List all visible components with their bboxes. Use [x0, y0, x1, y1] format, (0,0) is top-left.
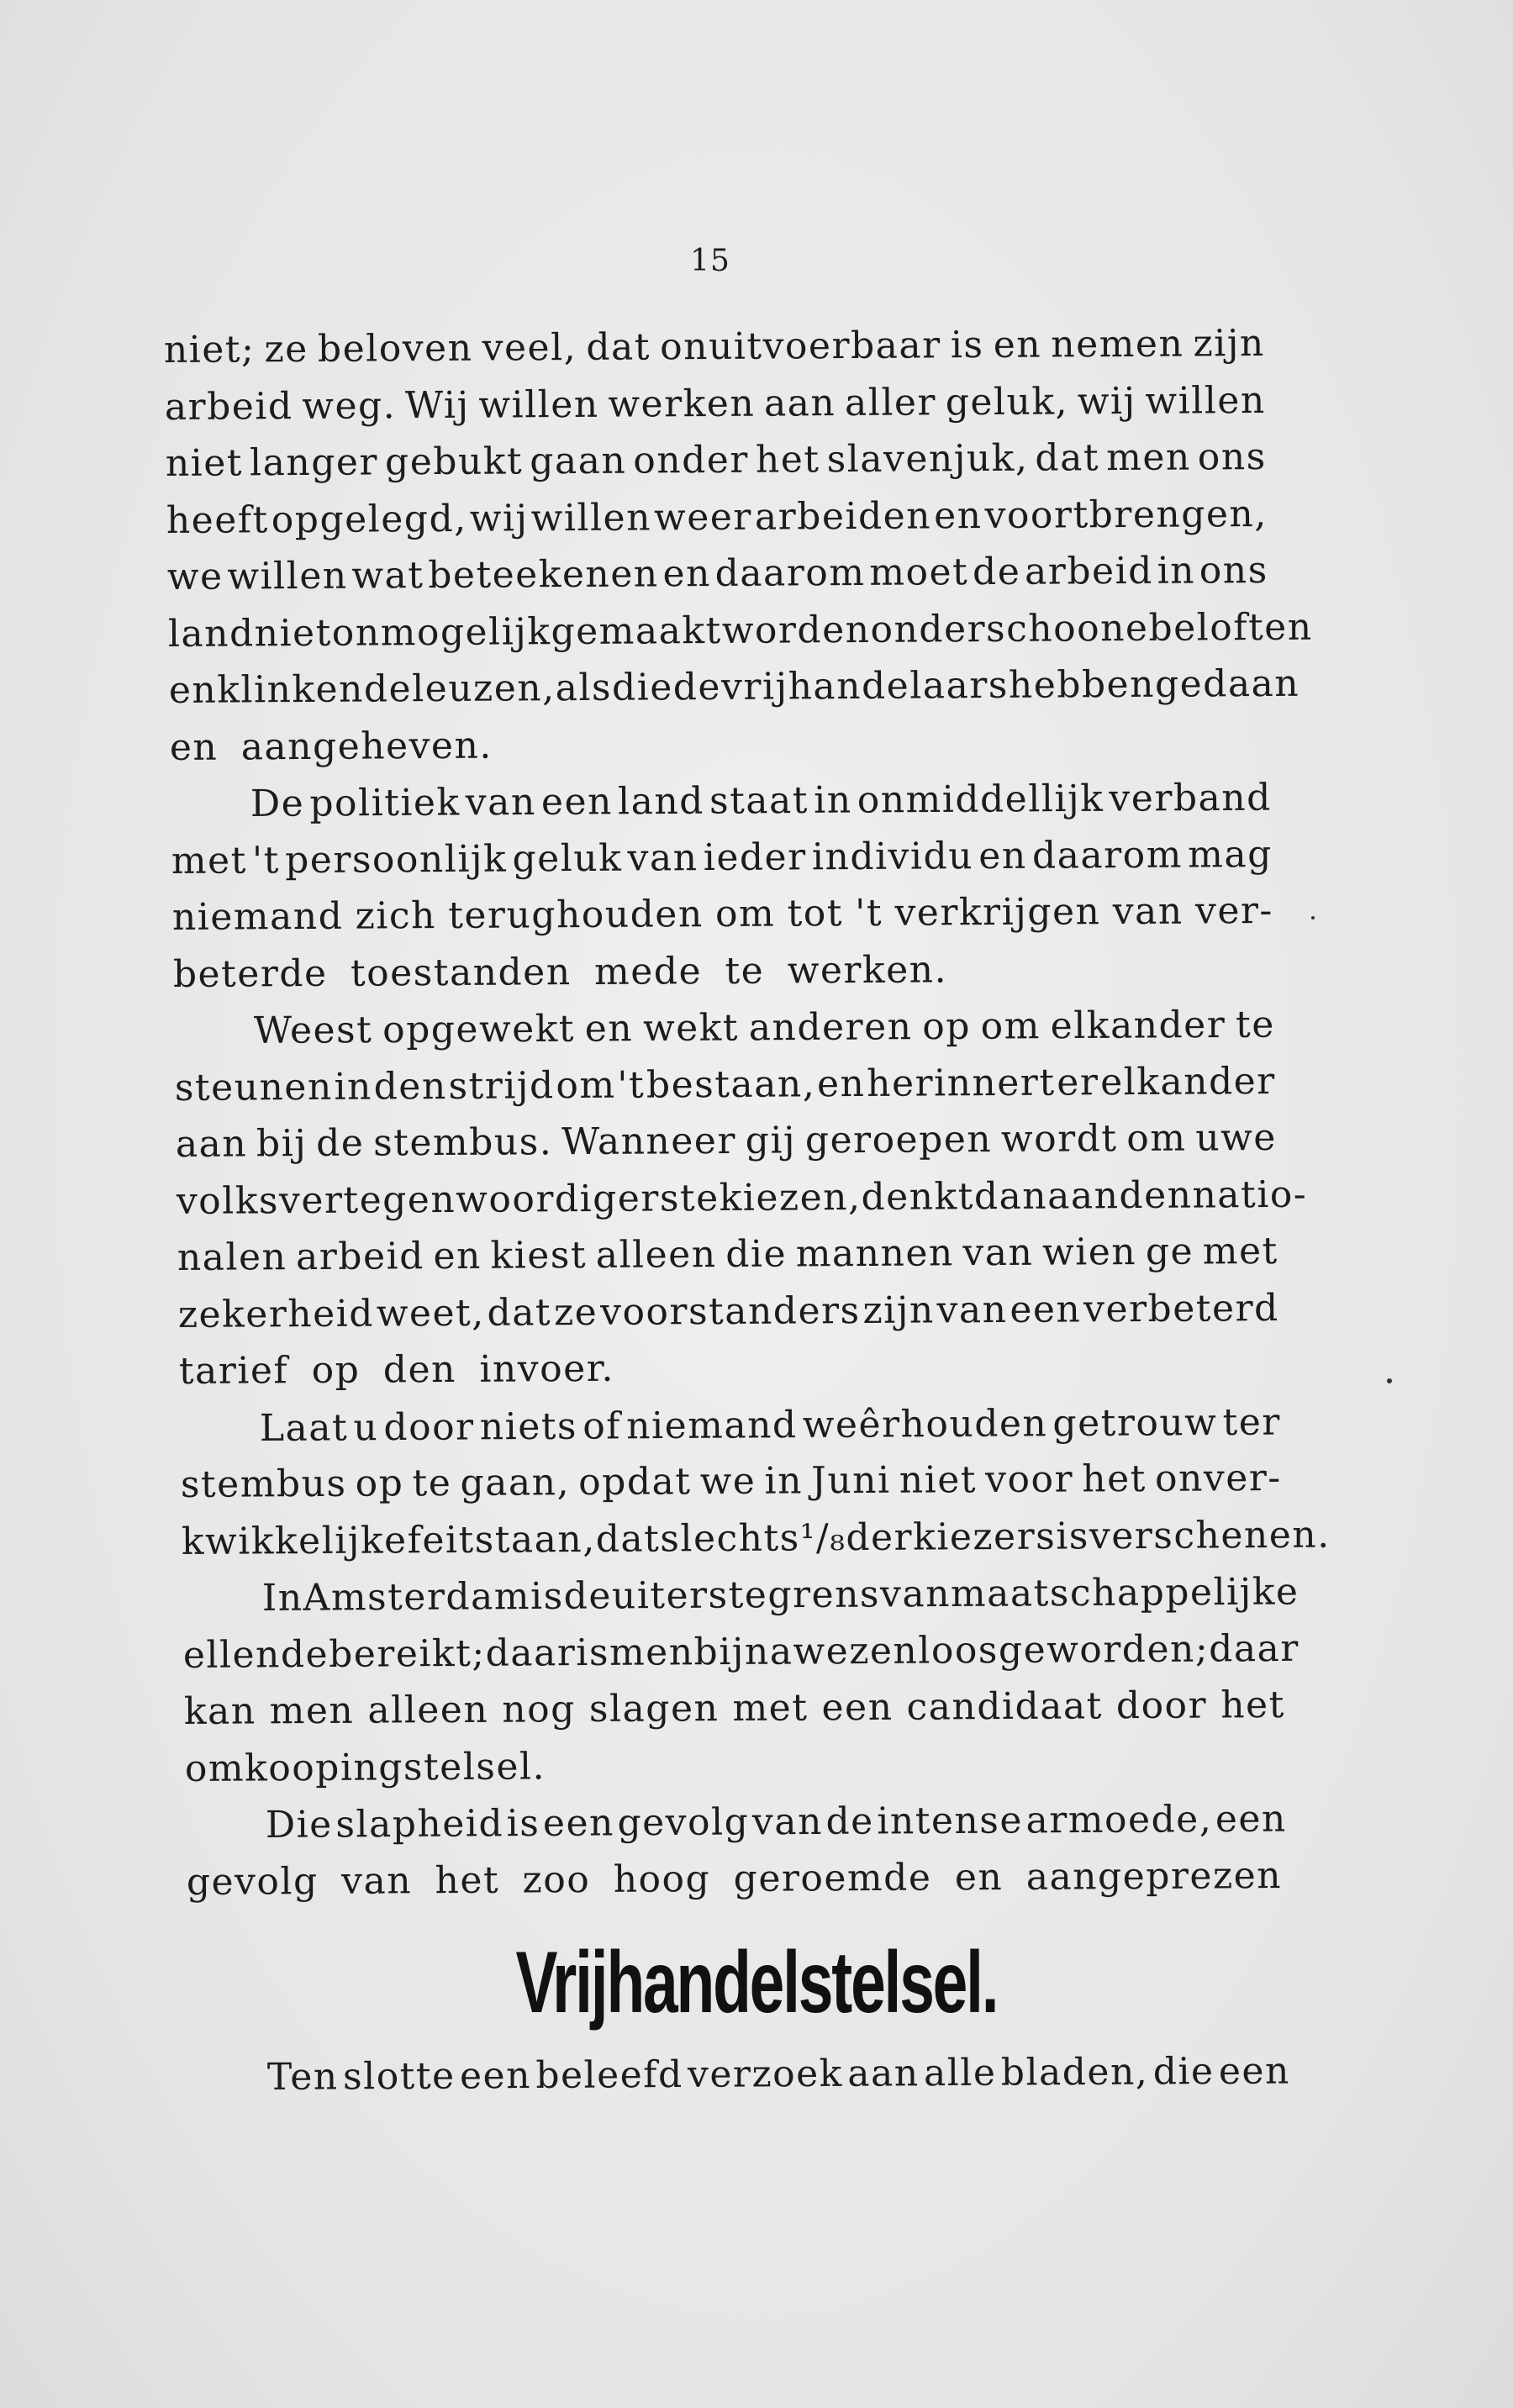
dust-speck: [1387, 1378, 1392, 1383]
text-line: De politiek van een land staat in onmiddellijk verband: [250, 776, 1272, 825]
text-line: stembus op te gaan, opdat we in Juni niet voor het onver-: [180, 1456, 1282, 1506]
text-line: niet langer gebukt gaan onder het slavenjuk, dat men ons: [165, 435, 1267, 485]
heading-vrijhandelstelsel: Vrijhandelstelsel.: [515, 1934, 998, 2031]
text-line: beterde toestanden mede te werken.: [172, 947, 948, 996]
page-number: 15: [690, 244, 730, 278]
text-line: In Amsterdam is de uiterste grens van maatschappelijke: [261, 1570, 1299, 1620]
text-line: Laat u door niets of niemand weêrhouden getrouw ter: [259, 1400, 1281, 1450]
text-line: heeft opgelegd, wij willen weer arbeiden en voortbrengen,: [166, 492, 1268, 542]
text-line: zekerheid weet, dat ze voorstanders zijn van een verbeterd: [177, 1286, 1279, 1336]
text-line: niet; ze beloven veel, dat onuitvoerbaar is en nemen zijn: [163, 321, 1265, 371]
dust-speck: [1311, 916, 1315, 919]
text-line: ellende bereikt; daar is men bijna wezenloos geworden; daar: [182, 1626, 1300, 1677]
text-line: en klinkende leuzen, als die de vrijhandelaars hebben gedaan: [168, 661, 1300, 712]
text-line: omkoopingstelsel.: [184, 1744, 546, 1790]
text-line: nalen arbeid en kiest alleen die mannen van wien ge met: [177, 1229, 1278, 1279]
text-line: Weest opgewekt en wekt anderen op om elkander te: [253, 1003, 1275, 1052]
text-line: gevolg van het zoo hoog geroemde en aangeprezen: [186, 1853, 1283, 1904]
text-line: aan bij de stembus. Wanneer gij geroepen wordt om uwe: [175, 1115, 1277, 1166]
text-line: steunen in den strijd om 't bestaan, en herinnert er elkander: [174, 1059, 1276, 1109]
text-line: volksvertegenwoordigers te kiezen, denkt dan aan den natio-: [176, 1172, 1308, 1223]
text-line: arbeid weg. Wij willen werken aan aller geluk, wij willen: [164, 378, 1266, 429]
text-line: kwikkelijke feit staan, dat slechts ¹/₈ der kiezers is verschenen.: [181, 1513, 1331, 1563]
text-line: niemand zich terughouden om tot 't verkrijgen van ver-: [171, 888, 1273, 939]
text-line: Die slapheid is een gevolg van de intense armoede, een: [265, 1797, 1287, 1847]
text-line-last: Ten slotte een beleefd verzoek aan alle bladen, die een: [266, 2049, 1290, 2099]
text-line: kan men alleen nog slagen met een candidaat door het: [183, 1683, 1285, 1733]
text-line: met 't persoonlijk geluk van ieder individu en daarom mag: [171, 832, 1273, 883]
text-line: en aangeheven.: [169, 724, 493, 769]
text-line: tarief op den invoer.: [178, 1346, 614, 1393]
text-line: land niet onmogelijk gemaakt worden onder schoone beloften: [167, 605, 1313, 656]
text-line: we willen wat beteekenen en daarom moet de arbeid in ons: [166, 548, 1268, 598]
